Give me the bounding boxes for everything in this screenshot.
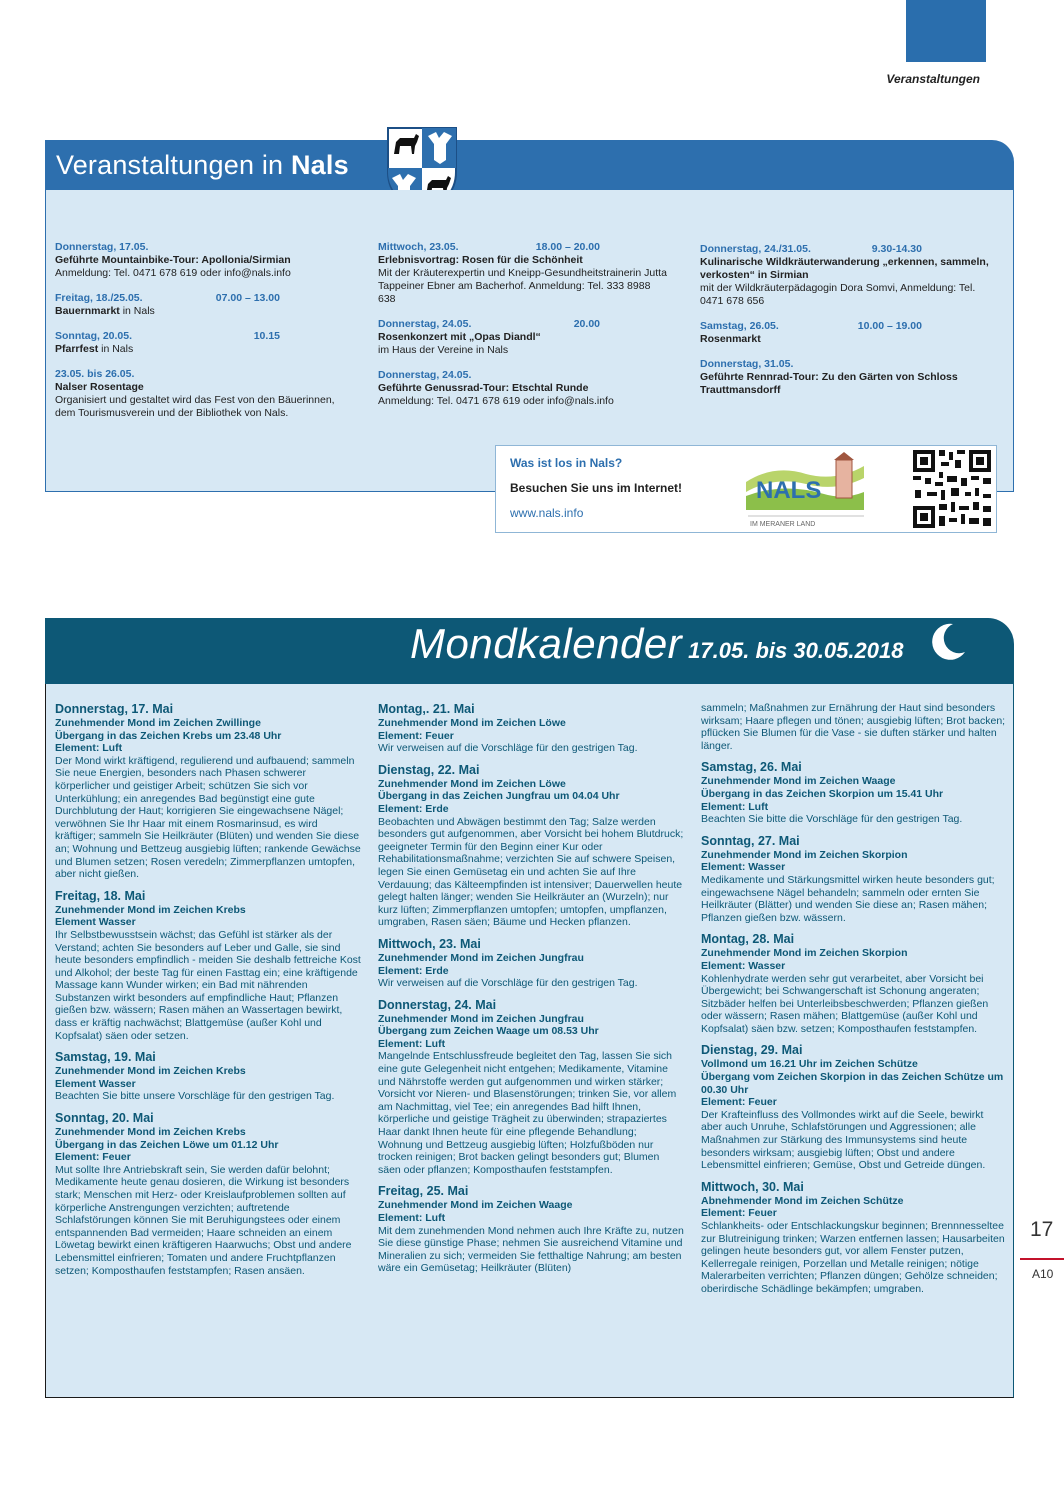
moon-day-detail: Übergang in das Zeichen Jungfrau um 04.04 Uhr bbox=[378, 790, 620, 803]
moon-day-text: Kohlenhydrate werden sehr gut verarbeitet, aber Vorsicht bei Übergewicht; bei Schwangerschaft ist Schonung angeraten; Sitzbäder helfen bei Unterleibsbeschwerden; Pflanzen gießen oder wässern; Rasen mähen; Blattgemüse (außer Kohl und Kopfsalat) säen bzw. setzen; Komposthaufen feststampfen. bbox=[701, 972, 989, 1035]
moon-day bbox=[55, 702, 361, 881]
logo-subtext: IM MERANER LAND bbox=[750, 521, 816, 528]
moon-day-date: Samstag, 19. Mai bbox=[55, 1050, 156, 1065]
event-item bbox=[378, 318, 668, 357]
moon-day-detail: Element: Erde bbox=[378, 964, 449, 977]
moon-day-text: Beobachten und Abwägen bestimmt den Tag; Salze werden besonders gut aufgenommen, aber Vorsicht bei hohem Blutdruck; geeigneter Termin für den Beginn einer Kur oder Rehabilitationsmaßnahme; verzichten Sie auf schwere Speisen, legen Sie einen Gemüsetag ein und achten Sie auf Ihre Verdauung; das Kälteempfinden ist intensiver; Dauerwellen heute gelegt halten länger; wenden Sie Heilkräuter an (Wurzeln); nur kurz lüften; Zimmerpflanzen umtopfen; umtopfen, umpflanzen, umgraben, Rasen säen; Bäume und Hecken pflanzen. bbox=[378, 815, 684, 929]
event-item bbox=[55, 330, 347, 356]
moon-day-detail: Element: Erde bbox=[378, 802, 449, 815]
event-description: Mit der Kräuterexpertin und Kneipp-Gesundheitstrainerin Jutta Tappeiner Ebner am Bacherhof. Anmeldung: Tel. 333 8988 638 bbox=[378, 267, 667, 305]
event-item bbox=[55, 368, 347, 420]
moon-day-text: Mit dem zunehmenden Mond nehmen auch Ihre Kräfte zu, nutzen Sie diese günstige Phase; nehmen Sie ausreichend Vitamine und Mineralien zu sich; vermeiden Sie fetthaltige Nahrung; am besten wäre ein Gemüsetag; Heilkräuter (Blüten) bbox=[378, 1224, 684, 1275]
event-description: im Haus der Vereine in Nals bbox=[378, 344, 509, 356]
event-item bbox=[700, 243, 992, 308]
moon-day-date: Montag, 28. Mai bbox=[701, 932, 795, 947]
moon-day-date: Montag,. 21. Mai bbox=[378, 702, 475, 716]
event-title: Rosenmarkt bbox=[700, 333, 761, 345]
moon-day-text: Schlankheits- oder Entschlackungskur beginnen; Brennnesseltee zur Blutreinigung trinken; Warzen entfernen lassen; Hausarbeiten gelingen heute besonders gut, vor allem Fenster putzen, Kellerregale reinigen, Porzellan und Metalle reinigen; nötige Malerarbeiten verrichten; Pflanzen düngen; Gehölze schneiden; oberirdische Schädlinge bekämpfen; umgraben. bbox=[701, 1220, 1005, 1295]
moon-day bbox=[378, 1184, 684, 1275]
event-title: Geführte Mountainbike-Tour: Apollonia/Sirmian bbox=[55, 254, 291, 266]
event-title: Kulinarische Wildkräuterwanderung „erkennen, sammeln, verkosten“ in Sirmian bbox=[700, 256, 989, 281]
moon-day-detail: Element: Luft bbox=[378, 1212, 446, 1224]
events-column-3 bbox=[700, 243, 992, 409]
event-date: Donnerstag, 24.05. bbox=[378, 318, 472, 330]
event-title: Pfarrfest bbox=[55, 343, 99, 355]
moon-day-detail: Element: Luft bbox=[55, 742, 123, 755]
moon-day bbox=[378, 937, 684, 990]
moon-day-date: Donnerstag, 24. Mai bbox=[378, 997, 497, 1012]
event-time: 9.30-14.30 bbox=[871, 243, 922, 255]
event-title: Erlebnisvortrag: Rosen für die Schönheit bbox=[378, 254, 583, 266]
events-column-1 bbox=[55, 241, 347, 432]
events-title-bold: Nals bbox=[290, 150, 349, 180]
events-title-regular: Veranstaltungen in bbox=[56, 150, 291, 180]
promo-visit-text: Besuchen Sie uns im Internet! bbox=[510, 481, 683, 495]
moon-day-date: Sonntag, 27. Mai bbox=[701, 833, 800, 848]
moon-day-date: Samstag, 26. Mai bbox=[701, 760, 802, 775]
moon-day-detail: Übergang vom Zeichen Skorpion in das Zeichen Schütze um 00.30 Uhr bbox=[701, 1071, 1004, 1096]
moon-day-text: Der Mond wirkt kräftigend, regulierend und aufbauend; sammeln Sie neue Energien, besonders nach Phasen schwerer körperlicher und geistiger Arbeit; schützen Sie sich vor Unterkühlung; ein anregendes Bad begünstigt eine gute Durchblutung der Haut; korrigieren Sie eingewachsene Nägel; verwöhnen Sie Ihr Haar mit einem Rosmarinsud, es wird kräftiger; sammeln Sie Heilkräuter (Blüten) und wenden Sie diese an; Wohnung und Bettzeug ausgiebig lüften; rankende Gewächse und Blumen setzen; Rosen veredeln; Zimmerpflanzen umtopfen, aber nicht gießen. bbox=[55, 754, 361, 881]
moon-day-detail: Element Wasser bbox=[55, 916, 136, 929]
moon-day-date: Dienstag, 29. Mai bbox=[701, 1043, 803, 1058]
section-tab bbox=[906, 0, 986, 62]
moon-day-text: Der Krafteinfluss des Vollmondes wirkt auf die Seele, bewirkt aber auch Unruhe, Schlafstörungen und Aggressionen; alle Maßnahmen zur Stärkung des Immunsystems sind heute besonders wirksam; ausgiebig lüften; Obst und andere Lebensmittel einfrieren; Gemüse, Obst und Getreide düngen. bbox=[701, 1108, 986, 1172]
moon-day-text: Wir verweisen auf die Vorschläge für den gestrigen Tag. bbox=[378, 977, 638, 990]
moon-day-text: Medikamente und Stärkungsmittel wirken heute besonders gut; eingewachsene Nägel behandeln; sammeln oder ernten Sie Heilkräuter (Blätter) und wenden Sie diese an; Rasen mähen; Pflanzen gießen bzw. wässern. bbox=[701, 873, 995, 924]
event-item bbox=[378, 241, 668, 306]
moon-day-detail: Element: Feuer bbox=[378, 729, 454, 742]
event-date: 23.05. bis 26.05. bbox=[55, 368, 135, 380]
event-time: 07.00 – 13.00 bbox=[215, 292, 280, 304]
event-title: Rosenkonzert mit „Opas Diandl“ bbox=[378, 331, 541, 343]
event-title: Geführte Rennrad-Tour: Zu den Gärten von Schloss Trauttmansdorff bbox=[700, 371, 958, 396]
moon-day-detail: Übergang in das Zeichen Skorpion um 15.41 Uhr bbox=[701, 787, 944, 800]
moon-day-date: Dienstag, 22. Mai bbox=[378, 762, 480, 777]
website-promo bbox=[495, 445, 997, 533]
page-id: A10 bbox=[1032, 1267, 1054, 1281]
moon-day-text: sammeln; Maßnahmen zur Ernährung der Haut sind besonders wirksam; Haare pflegen und tönen; ausgiebig lüften; Brot backen; pflücken Sie Blumen für die Vase - sie duften stärker und halten länger. bbox=[701, 702, 1006, 752]
moon-day-detail: Zunehmender Mond im Zeichen Skorpion bbox=[701, 947, 908, 960]
event-time: 10.00 – 19.00 bbox=[857, 320, 922, 332]
moon-day-detail: Vollmond um 16.21 Uhr im Zeichen Schütze bbox=[701, 1058, 918, 1071]
events-title bbox=[56, 150, 349, 181]
moon-day bbox=[378, 763, 684, 929]
event-date: Donnerstag, 24.05. bbox=[378, 369, 472, 381]
moon-day-detail: Übergang in das Zeichen Krebs um 23.48 Uhr bbox=[55, 729, 282, 742]
moon-day bbox=[701, 702, 1007, 752]
event-date: Sonntag, 20.05. bbox=[55, 330, 133, 342]
moon-day-detail: Element Wasser bbox=[55, 1077, 136, 1090]
event-date: Donnerstag, 31.05. bbox=[700, 358, 794, 370]
moon-day bbox=[701, 760, 1007, 825]
event-description: Anmeldung: Tel. 0471 678 619 oder info@nals.info bbox=[378, 395, 614, 407]
moon-day-text: Mangelnde Entschlussfreude begleitet den Tag, lassen Sie sich eine gute Gelegenheit nicht entgehen; Medikamente, Vitamine und Nährstoffe werden gut aufgenommen und wirken stärker; Vorsicht vor Nieren- und Blasenstörungen; trinken Sie, vor allem am Nachmittag, viel Tee; ein anregendes Bad hilft Ihnen, körperliche und geistige Trägheit zu überwinden; strapaziertes Haar dankt Ihnen heute für eine pflegende Behandlung; Wohnung und Bettzeug ausgiebig lüften; Holzfußböden nur trocken reinigen; Brot backen gelingt besonders gut; Blumen säen oder pflanzen; Komposthaufen feststampfen. bbox=[378, 1050, 677, 1176]
moon-date-range: 17.05. bis 30.05.2018 bbox=[688, 638, 904, 663]
event-item bbox=[378, 369, 668, 408]
moon-day-detail: Zunehmender Mond im Zeichen Krebs bbox=[55, 903, 246, 916]
moon-day bbox=[55, 1050, 361, 1103]
moon-day-detail: Element: Luft bbox=[378, 1037, 446, 1050]
nals-logo bbox=[744, 452, 868, 528]
event-time: 18.00 – 20.00 bbox=[535, 241, 600, 253]
event-description: Anmeldung: Tel. 0471 678 619 oder info@nals.info bbox=[55, 267, 291, 279]
promo-website-link[interactable]: www.nals.info bbox=[510, 506, 584, 520]
moon-day bbox=[701, 1180, 1007, 1296]
moon-day bbox=[55, 1111, 361, 1277]
moon-day-detail: Übergang zum Zeichen Waage um 08.53 Uhr bbox=[378, 1025, 599, 1038]
event-date: Mittwoch, 23.05. bbox=[378, 241, 459, 253]
moon-day-detail: Zunehmender Mond im Zeichen Zwillinge bbox=[55, 717, 261, 729]
event-date: Samstag, 26.05. bbox=[700, 320, 779, 332]
event-time: 10.15 bbox=[253, 330, 280, 342]
crescent-moon-icon bbox=[925, 620, 969, 664]
logo-text: NALS bbox=[756, 477, 822, 504]
moon-day-detail: Abnehmender Mond im Zeichen Schütze bbox=[701, 1194, 904, 1207]
event-date: Freitag, 18./25.05. bbox=[55, 292, 143, 304]
moon-day-detail: Zunehmender Mond im Zeichen Krebs bbox=[55, 1126, 246, 1139]
moon-day bbox=[701, 932, 1007, 1035]
event-title: Geführte Genussrad-Tour: Etschtal Runde bbox=[378, 382, 589, 394]
event-date: Donnerstag, 24./31.05. bbox=[700, 243, 811, 255]
page-divider bbox=[1020, 1258, 1064, 1260]
moon-day-date: Mittwoch, 30. Mai bbox=[701, 1179, 804, 1194]
moon-day-text: Mut sollte Ihre Antriebskraft sein, Sie werden dafür belohnt; Medikamente heute genau dosieren, die Wirkung ist besonders stark; Menschen mit Herz- oder Kreislaufproblemen sollten auf körperliche Anstrengungen verzichten; auftretende Schlafstörungen können Sie mit Beruhigungstees oder einem entspannenden Bad vermeiden; Haare schneiden an einem Löwetag bewirkt einen kräftigeren Haarwuchs; Obst und andere Lebensmittel einfrieren; Tomaten und andere Fruchtpflanzen setzen; Komposthaufen feststampfen; Rasen ansäen. bbox=[55, 1163, 352, 1277]
event-date: Donnerstag, 17.05. bbox=[55, 241, 149, 253]
moon-day-text: Beachten Sie bitte unsere Vorschläge für den gestrigen Tag. bbox=[55, 1090, 335, 1103]
moon-day bbox=[378, 702, 684, 755]
moon-day-detail: Element: Feuer bbox=[701, 1096, 777, 1109]
event-title-suffix: in Nals bbox=[98, 343, 134, 355]
moon-day-detail: Zunehmender Mond im Zeichen Waage bbox=[378, 1199, 573, 1212]
moon-column-2 bbox=[378, 702, 684, 1283]
event-description: Organisiert und gestaltet wird das Fest von den Bäuerinnen, dem Tourismusverein und der Bibliothek von Nals. bbox=[55, 394, 335, 419]
moon-day bbox=[701, 834, 1007, 925]
qr-code-icon[interactable] bbox=[911, 448, 993, 530]
moon-day-text: Ihr Selbstbewusstsein wächst; das Gefühl ist stärker als der Verstand; achten Sie besonders auf Leber und Galle, sie sind heute besonders empfindlich - meiden Sie deshalb fettreiche Kost und Alkohol; der beste Tag für einen Fasttag ein; eine kräftigende Massage kann Wunder wirken; ein Bad mit nährenden Substanzen wirkt besonders auf empfindliche Haut; Pflanzen gießen bzw. wässern; Rasen mähen an Wassertagen bewirkt, dass er kräftig nachwächst; Blattgemüse (außer Kohl und Kopfsalat) säen oder setzen. bbox=[55, 928, 361, 1042]
moon-day-detail: Element: Luft bbox=[701, 800, 769, 813]
event-title-suffix: in Nals bbox=[119, 305, 155, 317]
page-number: 17 bbox=[1030, 1218, 1054, 1241]
section-label: Veranstaltungen bbox=[886, 72, 980, 86]
moon-day-date: Sonntag, 20. Mai bbox=[55, 1111, 154, 1126]
moon-day-date: Donnerstag, 17. Mai bbox=[55, 702, 174, 716]
moon-day bbox=[701, 1043, 1007, 1171]
moon-day-date: Freitag, 25. Mai bbox=[378, 1184, 469, 1199]
moon-day bbox=[378, 998, 684, 1177]
moon-column-1 bbox=[55, 702, 361, 1285]
event-title: Nalser Rosentage bbox=[55, 381, 144, 393]
event-item bbox=[55, 241, 347, 280]
moon-day-detail: Element: Feuer bbox=[701, 1207, 777, 1220]
moon-day-detail: Zunehmender Mond im Zeichen Löwe bbox=[378, 777, 566, 790]
moon-day-detail: Zunehmender Mond im Zeichen Krebs bbox=[55, 1065, 246, 1078]
moon-day-date: Mittwoch, 23. Mai bbox=[378, 936, 481, 951]
moon-day-text: Wir verweisen auf die Vorschläge für den gestrigen Tag. bbox=[378, 742, 638, 755]
event-description: mit der Wildkräuterpädagogin Dora Somvi, Anmeldung: Tel. 0471 678 656 bbox=[700, 282, 976, 307]
moon-calendar-title bbox=[410, 620, 903, 668]
event-title: Bauernmarkt bbox=[55, 305, 120, 317]
event-item bbox=[700, 320, 992, 346]
events-column-2 bbox=[378, 241, 668, 420]
event-item bbox=[700, 358, 992, 397]
moon-day-detail: Zunehmender Mond im Zeichen Jungfrau bbox=[378, 1012, 584, 1025]
moon-day-detail: Zunehmender Mond im Zeichen Löwe bbox=[378, 717, 566, 729]
moon-day-detail: Zunehmender Mond im Zeichen Jungfrau bbox=[378, 951, 584, 964]
promo-question: Was ist los in Nals? bbox=[510, 456, 623, 470]
moon-day-date: Freitag, 18. Mai bbox=[55, 888, 146, 903]
moon-title: Mondkalender bbox=[410, 620, 683, 667]
moon-day-text: Beachten Sie bitte die Vorschläge für den gestrigen Tag. bbox=[701, 813, 963, 826]
moon-day-detail: Element: Feuer bbox=[55, 1151, 131, 1164]
event-item bbox=[55, 292, 347, 318]
moon-day-detail: Element: Wasser bbox=[701, 959, 786, 972]
moon-day-detail: Zunehmender Mond im Zeichen Waage bbox=[701, 775, 896, 788]
moon-day-detail: Element: Wasser bbox=[701, 861, 786, 874]
moon-column-3 bbox=[701, 702, 1007, 1304]
event-time: 20.00 bbox=[573, 318, 600, 330]
moon-day-detail: Übergang in das Zeichen Löwe um 01.12 Uhr bbox=[55, 1138, 279, 1151]
moon-day-detail: Zunehmender Mond im Zeichen Skorpion bbox=[701, 848, 908, 861]
moon-day bbox=[55, 889, 361, 1043]
